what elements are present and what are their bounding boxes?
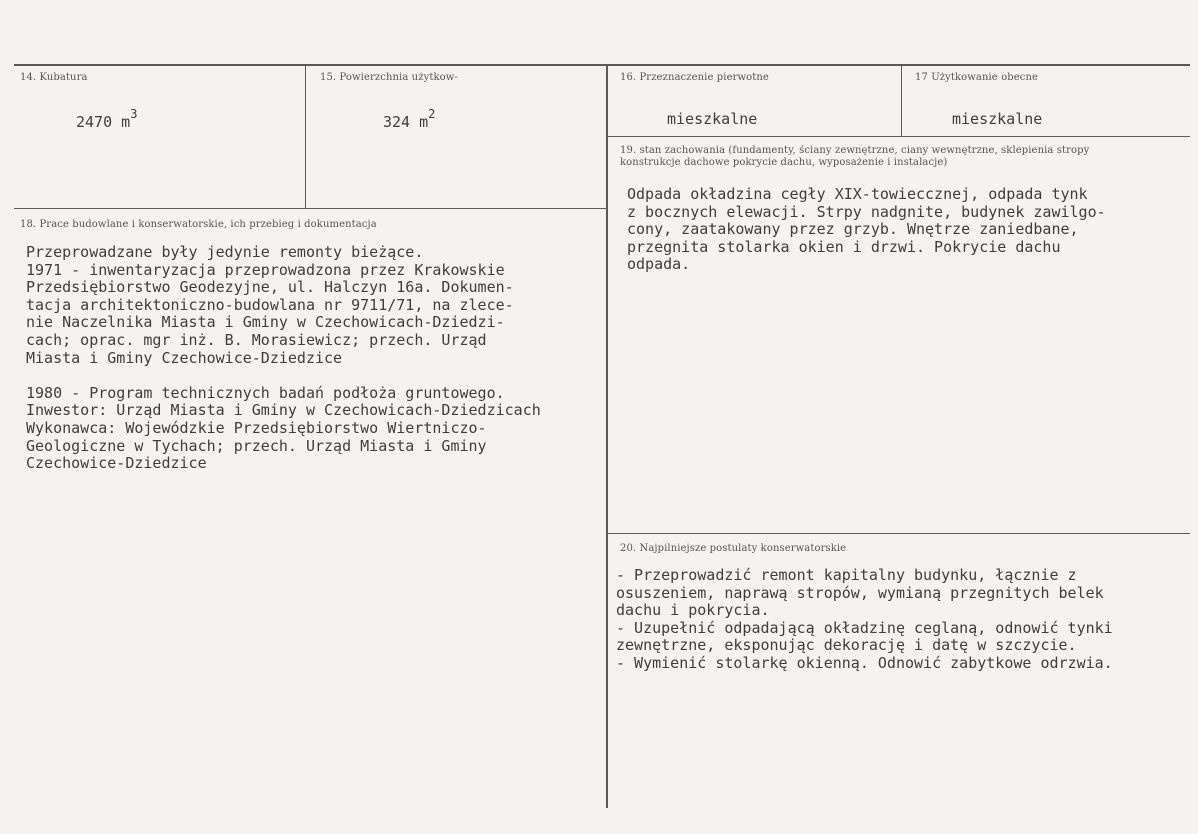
przeznaczenie-pierwotne-value: mieszkalne	[667, 110, 758, 128]
kubatura-value	[76, 107, 138, 131]
uzytkowanie-obecne-value: mieszkalne	[952, 110, 1043, 128]
stan-zachowania-label: 19. stan zachowania (fundamenty, ściany zewnętrzne, ciany wewnętrzne, sklepienia stropy konstrukcje dachowe pokrycie dachu, wyposażenie i instalacje)	[620, 145, 1090, 168]
kubatura-unit-exponent: 3	[130, 107, 138, 121]
powierzchnia-number: 324 m	[383, 113, 429, 131]
przeznaczenie-pierwotne-label: 16. Przeznaczenie pierwotne	[620, 72, 769, 83]
rule-under-16-17	[608, 136, 1190, 137]
vertical-divider-14-15	[305, 66, 306, 208]
prace-budowlane-text: Przeprowadzane były jedynie remonty bieżące. 1971 - inwentaryzacja przeprowadzona przez Krakowskie Przedsiębiorstwo Geodezyjne, ul. Halczyn 16a. Dokumen- tacja architektoniczno-budowlana nr 9711/71, na zlece- nie Naczelnika Miasta i Gminy w Czechowicach-Dziedzi- cach; oprac. mgr inż. B. Morasiewicz; przech. Urząd Miasta i Gminy Czechowice-Dziedzice 1980 - Program technicznych badań podłoża gruntowego. Inwestor: Urząd Miasta i Gminy w Czechowicach-Dziedzicach Wykonawca: Wojewódzkie Przedsiębiorstwo Wiertniczo- Geologiczne w Tychach; przech. Urząd Miasta i Gminy Czechowice-Dziedzice	[26, 243, 541, 473]
postulaty-label: 20. Najpilniejsze postulaty konserwatorskie	[620, 543, 847, 554]
vertical-divider-main	[606, 66, 608, 808]
top-rule	[14, 64, 1190, 66]
uzytkowanie-obecne-label: 17 Użytkowanie obecne	[915, 72, 1039, 83]
kubatura-label: 14. Kubatura	[20, 72, 88, 83]
rule-above-20	[608, 533, 1190, 534]
powierzchnia-value	[383, 107, 436, 131]
vertical-divider-16-17	[901, 66, 902, 136]
kubatura-number: 2470 m	[76, 113, 131, 131]
rule-above-18	[14, 208, 606, 209]
prace-budowlane-label: 18. Prace budowlane i konserwatorskie, ich przebieg i dokumentacja	[20, 219, 377, 230]
postulaty-text: - Przeprowadzić remont kapitalny budynku, łącznie z osuszeniem, naprawą stropów, wymianą przegnitych belek dachu i pokrycia. - Uzupełnić odpadającą okładzinę ceglaną, odnowić tynki zewnętrzne, eksponując dekorację i datę w szczycie. - Wymienić stolarkę okienną. Odnowić zabytkowe odrzwia.	[616, 566, 1113, 672]
powierzchnia-label: 15. Powierzchnia użytkow-	[320, 72, 458, 83]
powierzchnia-unit-exponent: 2	[428, 107, 436, 121]
stan-zachowania-text: Odpada okładzina cegły XIX-towieccznej, odpada tynk z bocznych elewacji. Strpy nadgnite, budynek zawilgo- cony, zaatakowany przez grzyb. Wnętrze zaniedbane, przegnita stolarka okien i drzwi. Pokrycie dachu odpada.	[627, 185, 1106, 274]
